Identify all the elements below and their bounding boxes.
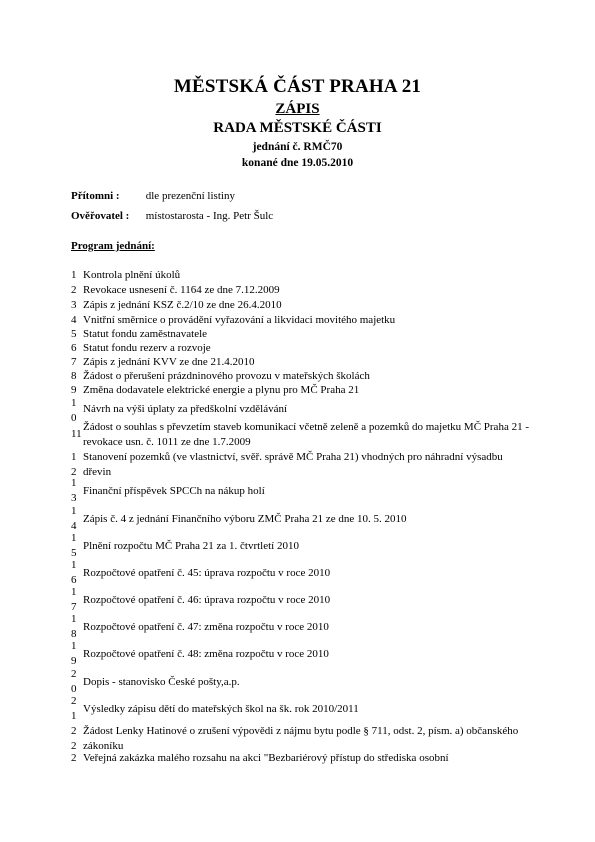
item-text: Dopis - stanovisko České pošty,a.p. (83, 676, 240, 688)
page-title: MĚSTSKÁ ČÁST PRAHA 21 (173, 76, 422, 97)
item-text: Plnění rozpočtu MČ Praha 21 za 1. čtvrtletí 2010 (83, 540, 299, 552)
present-value: dle prezenční listiny (145, 190, 235, 202)
item-number: 6 (71, 342, 77, 354)
item-number: 7 (71, 356, 77, 368)
item-number: 1 9 (71, 640, 77, 667)
present-label: Přítomni : (71, 190, 120, 202)
item-number: 2 1 (71, 695, 77, 722)
item-text: Výsledky zápisu dětí do mateřských škol na šk. rok 2010/2011 (83, 703, 359, 715)
item-text: Veřejná zakázka malého rozsahu na akci "Bezbariérový přístup do střediska osobní (83, 752, 449, 764)
body-name: RADA MĚSTSKÉ ČÁSTI (213, 120, 382, 136)
item-number: 1 2 (71, 451, 77, 478)
verifier-value: místostarosta - Ing. Petr Šulc (145, 210, 274, 222)
item-text: Statut fondu rezerv a rozvoje (83, 342, 211, 354)
item-text: Žádost o souhlas s převzetím staveb komunikací včetně zeleně a pozemků do majetku MČ Praha 21 - revokace usn. č. 1011 ze dne 1.7.2009 (83, 421, 529, 448)
item-text: Finanční příspěvek SPCCh na nákup holí (83, 485, 265, 497)
item-text: Rozpočtové opatření č. 48: změna rozpočtu v roce 2010 (83, 648, 329, 660)
item-text: Rozpočtové opatření č. 45: úprava rozpočtu v roce 2010 (83, 567, 331, 579)
item-number: 2 (71, 752, 77, 764)
item-number: 5 (71, 328, 77, 340)
item-text: Vnitřní směrnice o provádění vyřazování a likvidaci movitého majetku (83, 314, 396, 326)
meeting-number: jednání č. RMČ70 (252, 141, 343, 153)
item-number: 11 (71, 428, 82, 440)
item-number: 3 (71, 299, 77, 311)
item-number: 8 (71, 370, 77, 382)
item-text: Rozpočtové opatření č. 46: úprava rozpočtu v roce 2010 (83, 594, 331, 606)
item-text: Změna dodavatele elektrické energie a plynu pro MČ Praha 21 (83, 384, 360, 396)
program-heading: Program jednání: (71, 240, 155, 252)
item-number: 1 0 (71, 397, 77, 424)
present-row (71, 190, 235, 202)
verifier-row (71, 210, 273, 222)
item-number: 1 (71, 269, 77, 281)
meeting-date: konané dne 19.05.2010 (241, 157, 354, 169)
item-text: Kontrola plnění úkolů (83, 269, 181, 281)
item-number: 2 2 (71, 725, 77, 752)
item-text: Revokace usnesení č. 1164 ze dne 7.12.2009 (83, 284, 280, 296)
item-number: 2 (71, 284, 77, 296)
item-number: 1 8 (71, 613, 77, 640)
item-text: Rozpočtové opatření č. 47: změna rozpočtu v roce 2010 (83, 621, 329, 633)
verifier-label: Ověřovatel : (71, 210, 130, 222)
item-text: Návrh na výši úplaty za předškolní vzdělávání (83, 403, 288, 415)
item-number: 1 7 (71, 586, 77, 613)
item-number: 1 4 (71, 505, 77, 532)
item-text: Zápis z jednání KSZ č.2/10 ze dne 26.4.2010 (83, 299, 282, 311)
item-number: 9 (71, 384, 77, 396)
item-text: Žádost Lenky Hatinové o zrušení výpovědi z nájmu bytu podle § 711, odst. 2, písm. a) občanského zákoníku (83, 725, 519, 752)
item-text: Zápis č. 4 z jednání Finančního výboru ZMČ Praha 21 ze dne 10. 5. 2010 (83, 513, 407, 525)
item-number: 1 5 (71, 532, 77, 559)
item-number: 1 6 (71, 559, 77, 586)
item-text: Stanovení pozemků (ve vlastnictví, svěř. správě MČ Praha 21) vhodných pro náhradní výsadbu dřevin (83, 451, 503, 478)
item-number: 4 (71, 314, 77, 326)
item-text: Statut fondu zaměstnavatele (83, 328, 208, 340)
item-number: 1 3 (71, 477, 77, 504)
item-text: Žádost o přerušení prázdninového provozu v mateřských školách (83, 370, 370, 382)
item-number: 2 0 (71, 668, 77, 695)
document-type: ZÁPIS (275, 101, 320, 117)
item-text: Zápis z jednání KVV ze dne 21.4.2010 (83, 356, 255, 368)
